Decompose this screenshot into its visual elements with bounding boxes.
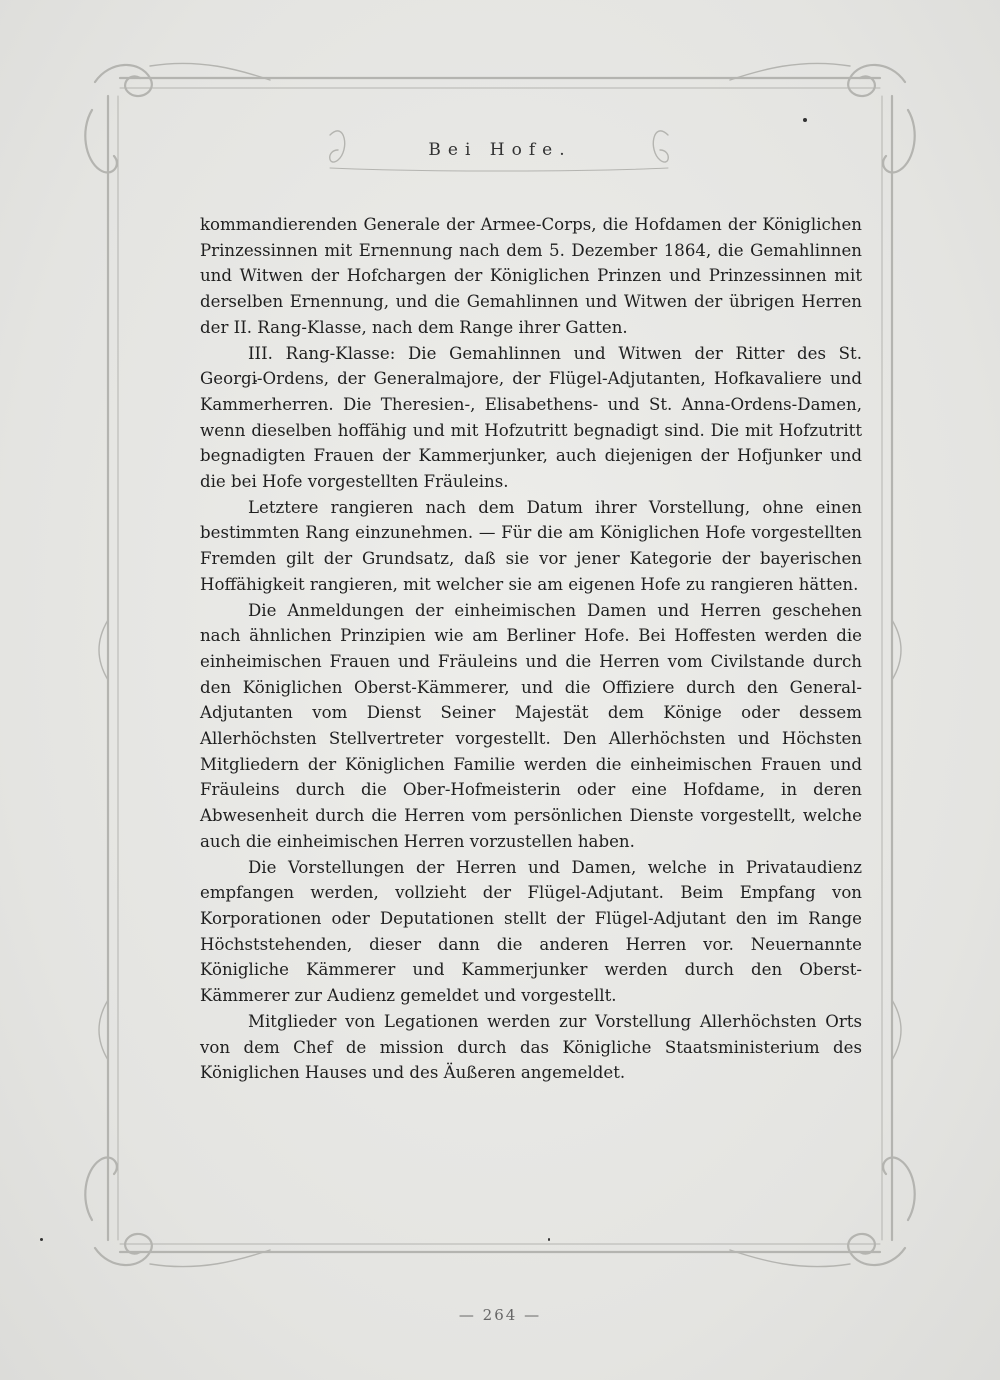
paragraph-6: Mitglieder von Legationen werden zur Vorstellung Allerhöchsten Orts von dem Chef de mission durch das Königliche Staatsministerium des Königlichen Hauses und des Äußeren angemeldet. xyxy=(200,1011,862,1083)
paragraph-3: Letztere rangieren nach dem Datum ihrer Vorstellung, ohne einen bestimmten Rang einzunehmen. — Für die am Königlichen Hofe vorgestellten Fremden gilt der Grundsatz, daß sie vor jener Kategorie der bayerischen Hoffähigkeit rangieren, mit welcher sie am eigenen Hofe zu rangieren hätten. xyxy=(200,497,862,594)
paragraph-2: III. Rang-Klasse: Die Gemahlinnen und Witwen der Ritter des St. Georgi-Ordens, der Generalmajore, der Flügel-Adjutanten, Hofkavaliere und Kammerherren. Die Theresien-, Elisabethens- und St. Anna-Ordens-Damen, wenn dieselben hoffähig und mit Hofzutritt begnadigt sind. Die mit Hofzutritt begnadigten Frauen der Kammerjunker, auch diejenigen der Hofjunker und die bei Hofe vorgestellten Fräuleins. xyxy=(200,343,862,492)
body-text xyxy=(200,212,862,1086)
running-head: Bei Hofe. xyxy=(428,140,572,160)
paragraph-1: kommandierenden Generale der Armee-Corps, die Hofdamen der Königlichen Prinzessinnen mit Ernennung nach dem 5. Dezember 1864, die Gemahlinnen und Witwen der Hofchargen der Königlichen Prinzen und Prinzessinnen mit derselben Ernennung, und die Gemahlinnen und Witwen der übrigen Herren der II. Rang-Klasse, nach dem Range ihrer Gatten. xyxy=(200,215,862,337)
page-number: — 264 — xyxy=(458,1306,542,1324)
paragraph-5: Die Vorstellungen der Herren und Damen, welche in Privataudienz empfangen werden, vollzieht der Flügel-Adjutant. Beim Empfang von Korporationen oder Deputationen stellt der Flügel-Adjutant den im Range Höchststehenden, dieser dann die anderen Herren vor. Neuernannte Königliche Kämmerer und Kammerjunker werden durch den Oberst-Kämmerer zur Audienz gemeldet und vorgestellt. xyxy=(200,857,862,1006)
paragraph-4: Die Anmeldungen der einheimischen Damen und Herren geschehen nach ähnlichen Prinzipien wie am Berliner Hofe. Bei Hoffesten werden die einheimischen Frauen und Fräuleins und die Herren vom Civilstande durch den Königlichen Oberst-Kämmerer, und die Offiziere durch den General-Adjutanten vom Dienst Seiner Majestät dem Könige oder dessem Allerhöchsten Stellvertreter vorgestellt. Den Allerhöchsten und Höchsten Mitgliedern der Königlichen Familie werden die einheimischen Frauen und Fräuleins durch die Ober-Hofmeisterin oder eine Hofdame, in deren Abwesenheit durch die Herren vom persönlichen Dienste vorgestellt, welche auch die einheimischen Herren vorzustellen haben. xyxy=(200,600,862,851)
